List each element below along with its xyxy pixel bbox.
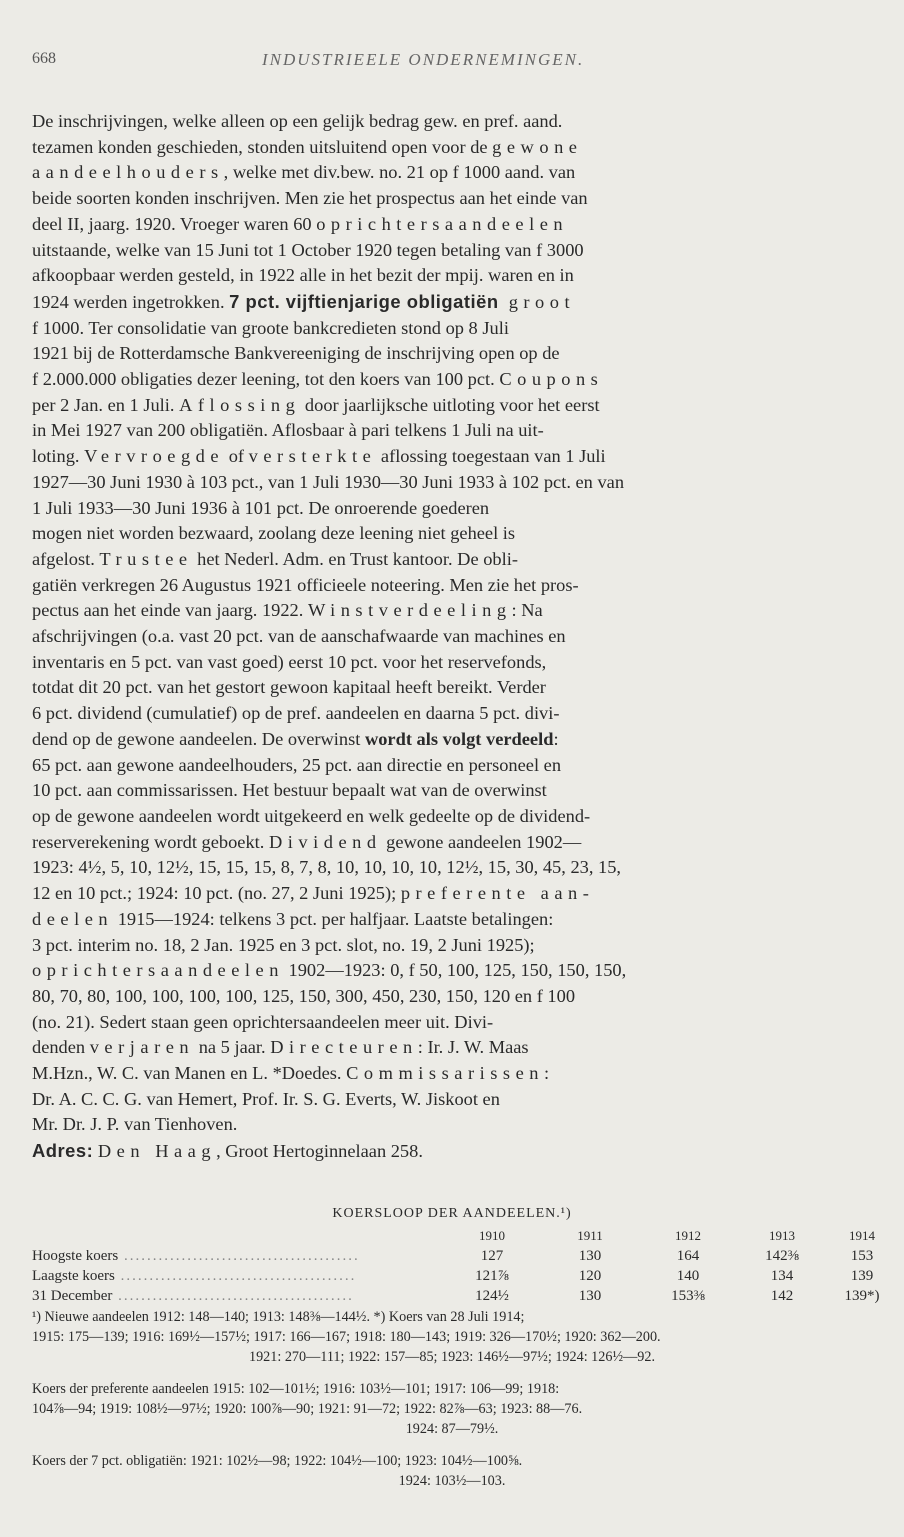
body-line xyxy=(32,1035,872,1061)
body-line xyxy=(32,701,872,727)
year-header: 1911 xyxy=(577,1228,603,1243)
table-cell: 142⅜ xyxy=(765,1248,799,1264)
page-number: 668 xyxy=(32,50,56,67)
text-run: loting. xyxy=(32,446,85,467)
text-run: afschrijvingen (o.a. vast 20 pct. van de aanschafwaarde van machines en xyxy=(32,626,566,647)
body-line xyxy=(32,881,872,907)
body-line xyxy=(32,160,872,186)
text-run: tezamen konden geschieden, stonden uitsluitend open voor de xyxy=(32,136,493,157)
koers-table xyxy=(32,1226,880,1306)
text-run: , Groot Hertoginnelaan 258. xyxy=(216,1141,423,1162)
preferred-shares-line: 104⅞—94; 1919: 108½—97½; 1920: 100⅞—90; 1921: 91—72; 1922: 82⅞—63; 1923: 88—76. xyxy=(32,1401,583,1417)
text-run: versterkte xyxy=(248,446,377,467)
body-text xyxy=(32,109,872,1165)
table-cell: 153 xyxy=(850,1248,874,1264)
text-run: 1915—1924: telkens 3 pct. per halfjaar. Laatste betalingen: xyxy=(113,908,554,929)
text-run: De inschrijvingen, welke alleen op een gelijk bedrag gew. en pref. aand. xyxy=(32,111,563,131)
text-run: 80, 70, 80, 100, 100, 100, 100, 125, 150, 300, 450, 230, 150, 120 en f 100 xyxy=(32,985,576,1006)
body-line xyxy=(32,1010,872,1036)
text-run: gewone aandeelen 1902— xyxy=(381,831,582,852)
body-line xyxy=(32,212,872,238)
body-line xyxy=(32,933,872,959)
body-line xyxy=(32,367,872,393)
text-run: op de gewone aandeelen wordt uitgekeerd en welk gedeelte op de dividend- xyxy=(32,805,591,826)
text-run: f 2.000.000 obligaties dezer leening, tot den koers van 100 pct. xyxy=(32,369,500,390)
table-cell: 121⅞ xyxy=(475,1268,509,1284)
table-cell: 142 xyxy=(770,1288,794,1304)
text-run: 1927—30 Juni 1930 à 103 pct., van 1 Juli 1930—30 Juni 1933 à 102 pct. en van xyxy=(32,471,625,492)
text-run: in Mei 1927 van 200 obligatiën. Aflosbaar à pari telkens 1 Juli na uit- xyxy=(32,420,544,441)
text-run: reserverekening wordt geboekt. xyxy=(32,831,269,852)
text-run: Den Haag xyxy=(97,1141,217,1162)
text-run: gewone xyxy=(492,136,583,157)
row-label: Hoogste koers xyxy=(32,1248,119,1264)
text-run: deelen xyxy=(32,908,114,929)
text-run: oprichtersaandeelen xyxy=(316,213,569,234)
text-run: 1 Juli 1933—30 Juni 1936 à 101 pct. De onroerende goederen xyxy=(32,497,490,518)
body-line xyxy=(32,496,872,522)
body-line xyxy=(32,109,872,135)
text-run: Trustee xyxy=(99,548,193,569)
text-run: of xyxy=(224,446,249,467)
text-run: f 1000. Ter consolidatie van groote bankcredieten stond op 8 Juli xyxy=(32,317,509,338)
body-line xyxy=(32,341,872,367)
body-line xyxy=(32,650,872,676)
table-cell: 153⅜ xyxy=(671,1288,705,1304)
body-line xyxy=(32,1112,872,1138)
text-run: na 5 jaar. xyxy=(194,1037,271,1058)
body-line xyxy=(32,778,872,804)
text-run: gatiën verkregen 26 Augustus 1921 officieele noteering. Men zie het pros- xyxy=(32,574,579,595)
text-run: (no. 21). Sedert staan geen oprichtersaandeelen meer uit. Divi- xyxy=(32,1011,494,1032)
text-run: denden xyxy=(32,1037,90,1058)
text-run: 6 pct. dividend (cumulatief) op de pref. aandeelen en daarna 5 pct. divi- xyxy=(32,703,560,724)
text-run: verjaren xyxy=(89,1037,195,1058)
body-line xyxy=(32,135,872,161)
text-run: Commissarissen xyxy=(346,1063,544,1084)
footnote-line: 1915: 175—139; 1916: 169½—157½; 1917: 166—167; 1918: 180—143; 1919: 326—170½; 1920: 362—200. xyxy=(32,1329,661,1345)
row-label: 31 December xyxy=(32,1288,113,1304)
text-run: groot xyxy=(498,291,576,312)
text-run: mogen niet worden bezwaard, zoolang deze leening niet geheel is xyxy=(32,523,516,544)
footnote-line: ¹) Nieuwe aandeelen 1912: 148—140; 1913: 148⅜—144½. *) Koers van 28 Juli 1914; xyxy=(32,1309,525,1325)
table-cell: 164 xyxy=(676,1248,700,1264)
text-run: 65 pct. aan gewone aandeelhouders, 25 pct. aan directie en personeel en xyxy=(32,754,562,775)
body-line xyxy=(32,804,872,830)
text-run: : Ir. J. W. Maas xyxy=(417,1037,529,1058)
text-run: aflossing toegestaan van 1 Juli xyxy=(376,446,606,467)
text-run: deel II, jaarg. 1920. Vroeger waren 60 xyxy=(32,213,317,234)
text-run: Dr. A. C. C. G. van Hemert, Prof. Ir. S. G. Everts, W. Jiskoot en xyxy=(32,1088,500,1109)
text-run: dend op de gewone aandeelen. De overwinst xyxy=(32,728,365,749)
page-header xyxy=(32,50,872,80)
body-line xyxy=(32,855,872,881)
body-line xyxy=(32,470,872,496)
body-line xyxy=(32,444,872,470)
text-run: afkoopbaar werden gesteld, in 1922 alle in het bezit der mpij. waren en in xyxy=(32,265,574,286)
body-line xyxy=(32,984,872,1010)
preferred-shares-line: 1924: 87—79½. xyxy=(405,1421,499,1437)
text-run: aandeelhouders xyxy=(32,162,224,183)
text-run: het Nederl. Adm. en Trust kantoor. De obli- xyxy=(192,548,518,569)
bonds-line: 1924: 103½—103. xyxy=(398,1473,506,1489)
text-run: preferente aan- xyxy=(400,883,595,904)
koers-table-title: KOERSLOOP DER AANDEELEN.¹) xyxy=(332,1206,572,1221)
body-line xyxy=(32,186,872,212)
body-line xyxy=(32,289,872,316)
table-row: Hoogste koers ......................................... 127 130 164 142⅜ 153 xyxy=(32,1246,872,1266)
body-line xyxy=(32,393,872,419)
body-line xyxy=(32,418,872,444)
preferred-shares-line: Koers der preferente aandeelen 1915: 102—101½; 1916: 103½—101; 1917: 106—99; 1918: xyxy=(32,1381,560,1397)
text-run: Vervroegde xyxy=(84,446,225,467)
text-run: totdat dit 20 pct. van het gestort gewoon kapitaal heeft bereikt. Verder xyxy=(32,677,546,698)
bonds-line: Koers der 7 pct. obligatiën: 1921: 102½—98; 1922: 104½—100; 1923: 104½—100⅝. xyxy=(32,1453,523,1469)
text-run: 1902—1923: 0, f 50, 100, 125, 150, 150, 150, xyxy=(283,960,627,981)
table-cell: 120 xyxy=(578,1268,602,1284)
text-run: 1924 werden ingetrokken. xyxy=(32,291,230,312)
table-cell: 130 xyxy=(578,1288,602,1304)
text-run: door jaarlijksche uitloting voor het eerst xyxy=(300,394,600,415)
table-cell: 139 xyxy=(850,1268,874,1284)
year-header: 1910 xyxy=(479,1228,505,1243)
table-row: 31 December ......................................... 124½ 130 153⅜ 142 139*) xyxy=(32,1286,872,1306)
body-line xyxy=(32,316,872,342)
text-run: 3 pct. interim no. 18, 2 Jan. 1925 en 3 pct. slot, no. 19, 2 Juni 1925); xyxy=(32,934,535,955)
year-header: 1912 xyxy=(675,1228,701,1243)
text-run: Adres: xyxy=(32,1140,94,1162)
body-line xyxy=(32,547,872,573)
body-line xyxy=(32,238,872,264)
text-run: wordt als volgt verdeeld xyxy=(364,728,554,749)
body-line xyxy=(32,907,872,933)
body-line xyxy=(32,830,872,856)
body-line xyxy=(32,573,872,599)
text-run: 12 en 10 pct.; 1924: 10 pct. (no. 27, 2 Juni 1925); xyxy=(32,883,401,904)
text-run: : Na xyxy=(511,600,543,621)
text-run: Winstverdeeling xyxy=(307,600,512,621)
table-cell: 124½ xyxy=(475,1288,509,1304)
body-line xyxy=(32,1061,872,1087)
table-cell: 134 xyxy=(770,1268,794,1284)
footnote-line: 1921: 270—111; 1922: 157—85; 1923: 146½—97½; 1924: 126½—92. xyxy=(248,1349,656,1365)
body-line xyxy=(32,675,872,701)
text-run: inventaris en 5 pct. van vast goed) eerst 10 pct. voor het reservefonds, xyxy=(32,651,547,672)
text-run: 1921 bij de Rotterdamsche Bankvereeniging de inschrijving open op de xyxy=(32,343,560,364)
text-run: afgelost. xyxy=(32,548,100,569)
year-header: 1913 xyxy=(769,1228,795,1243)
notes-section xyxy=(32,1307,872,1491)
body-line xyxy=(32,1138,872,1165)
text-run: per 2 Jan. en 1 Juli. xyxy=(32,394,180,415)
body-line xyxy=(32,624,872,650)
body-line xyxy=(32,727,872,753)
text-run: Aflossing xyxy=(179,394,301,415)
table-cell: 140 xyxy=(676,1268,700,1284)
text-run: 10 pct. aan commissarissen. Het bestuur bepaalt wat van de overwinst xyxy=(32,780,547,801)
text-run: Directeuren xyxy=(270,1037,418,1058)
text-run: M.Hzn., W. C. van Manen en L. *Doedes. xyxy=(32,1063,347,1084)
table-cell: 127 xyxy=(480,1248,504,1264)
text-run: Mr. Dr. J. P. van Tienhoven. xyxy=(32,1114,238,1135)
row-label: Laagste koers xyxy=(32,1268,115,1284)
text-run: : xyxy=(553,728,559,749)
body-line xyxy=(32,598,872,624)
year-header: 1914 xyxy=(849,1228,875,1243)
running-title: INDUSTRIEELE ONDERNEMINGEN. xyxy=(262,50,585,69)
table-cell: 139*) xyxy=(844,1288,880,1304)
text-run: 1923: 4½, 5, 10, 12½, 15, 15, 15, 8, 7, 8, 10, 10, 10, 10, 12½, 15, 30, 45, 23, 15, xyxy=(32,857,622,878)
text-run: oprichtersaandeelen xyxy=(32,960,284,981)
body-line xyxy=(32,958,872,984)
table-cell: 130 xyxy=(578,1248,602,1264)
text-run: pectus aan het einde van jaarg. 1922. xyxy=(32,600,308,621)
body-line xyxy=(32,521,872,547)
text-run: Dividend xyxy=(268,831,382,852)
text-run: uitstaande, welke van 15 Juni tot 1 October 1920 tegen betaling van f 3000 xyxy=(32,239,584,260)
text-run: 7 pct. vijftienjarige obligatiën xyxy=(229,290,499,312)
text-run: Coupons xyxy=(499,369,604,390)
text-run: : xyxy=(543,1063,550,1084)
body-line xyxy=(32,1087,872,1113)
koers-table-header-row xyxy=(32,1226,875,1246)
text-run: , welke met div.bew. no. 21 op f 1000 aand. van xyxy=(223,162,576,183)
table-row: Laagste koers ......................................... 121⅞ 120 140 134 139 xyxy=(32,1266,872,1286)
body-line xyxy=(32,263,872,289)
body-line xyxy=(32,753,872,779)
text-run: beide soorten konden inschrijven. Men zie het prospectus aan het einde van xyxy=(32,188,588,209)
